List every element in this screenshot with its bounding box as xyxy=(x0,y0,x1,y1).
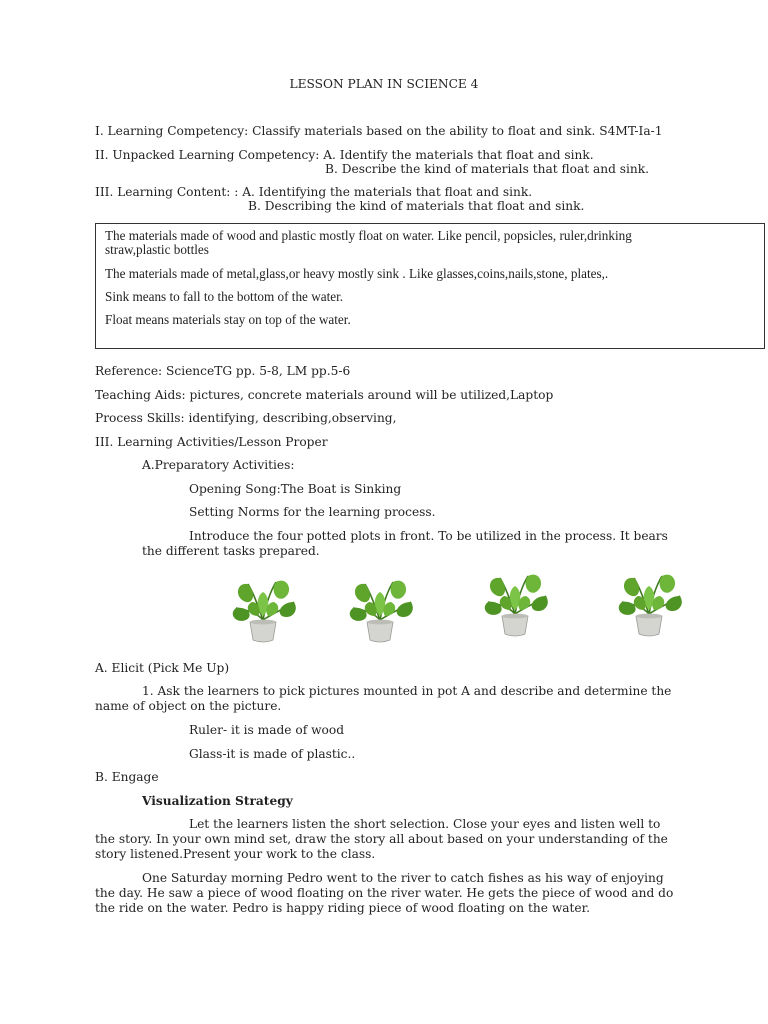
preparatory-heading: A.Preparatory Activities: xyxy=(142,458,295,472)
elicit-item1-line1: 1. Ask the learners to pick pictures mounted in pot A and describe and determine the xyxy=(142,684,672,698)
reference: Reference: ScienceTG pp. 5-8, LM pp.5-6 xyxy=(95,364,351,378)
potted-plant-icon xyxy=(480,566,550,638)
potted-plant-icon xyxy=(228,572,298,644)
story-line3: the ride on the water. Pedro is happy riding piece of wood floating on the water. xyxy=(95,901,590,915)
process-skills: Process Skills: identifying, describing,observing, xyxy=(95,411,397,425)
learning-competency: I. Learning Competency: Classify materials based on the ability to float and sink. S4MT-Ia-1 xyxy=(95,124,663,138)
setting-norms: Setting Norms for the learning process. xyxy=(189,505,436,519)
potted-plant-icon xyxy=(345,572,415,644)
potted-plant-icon xyxy=(614,566,684,638)
story-line2: the day. He saw a piece of wood floating on the river water. He gets the piece of wood and do xyxy=(95,886,674,900)
engage-heading: B. Engage xyxy=(95,770,159,784)
intro-plots-line2: the different tasks prepared. xyxy=(142,544,320,558)
page-title: LESSON PLAN IN SCIENCE 4 xyxy=(289,77,479,91)
engage-p1-line2: the story. In your own mind set, draw the story all about based on your understanding of the xyxy=(95,832,668,846)
box-sink-definition: Sink means to fall to the bottom of the water. xyxy=(105,289,344,304)
learning-content-b: B. Describing the kind of materials that float and sink. xyxy=(248,199,585,213)
unpacked-competency-a: II. Unpacked Learning Competency: A. Identify the materials that float and sink. xyxy=(95,148,594,162)
learning-content-a: III. Learning Content: : A. Identifying the materials that float and sink. xyxy=(95,185,533,199)
elicit-heading: A. Elicit (Pick Me Up) xyxy=(95,661,230,675)
intro-plots-line1: Introduce the four potted plots in front. To be utilized in the process. It bears xyxy=(189,529,668,543)
opening-song: Opening Song:The Boat is Sinking xyxy=(189,482,402,496)
visualization-strategy: Visualization Strategy xyxy=(142,794,293,808)
box-float-definition: Float means materials stay on top of the water. xyxy=(105,312,351,327)
learning-activities-heading: III. Learning Activities/Lesson Proper xyxy=(95,435,328,449)
box-sink-materials: The materials made of metal,glass,or heavy mostly sink . Like glasses,coins,nails,stone, plates,. xyxy=(105,266,609,281)
elicit-item1-line2: name of object on the picture. xyxy=(95,699,282,713)
engage-p1-line3: story listened.Present your work to the class. xyxy=(95,847,376,861)
story-line1: One Saturday morning Pedro went to the river to catch fishes as his way of enjoying xyxy=(142,871,664,885)
unpacked-competency-b: B. Describe the kind of materials that float and sink. xyxy=(325,162,650,176)
elicit-glass: Glass-it is made of plastic.. xyxy=(189,747,356,761)
teaching-aids: Teaching Aids: pictures, concrete materials around will be utilized,Laptop xyxy=(95,388,554,402)
content-box xyxy=(95,223,765,349)
engage-p1-line1: Let the learners listen the short selection. Close your eyes and listen well to xyxy=(189,817,661,831)
elicit-ruler: Ruler- it is made of wood xyxy=(189,723,344,737)
box-float-materials: The materials made of wood and plastic mostly float on water. Like pencil, popsicles, ruler,drinking xyxy=(105,228,632,243)
box-float-materials-cont: straw,plastic bottles xyxy=(105,242,209,257)
